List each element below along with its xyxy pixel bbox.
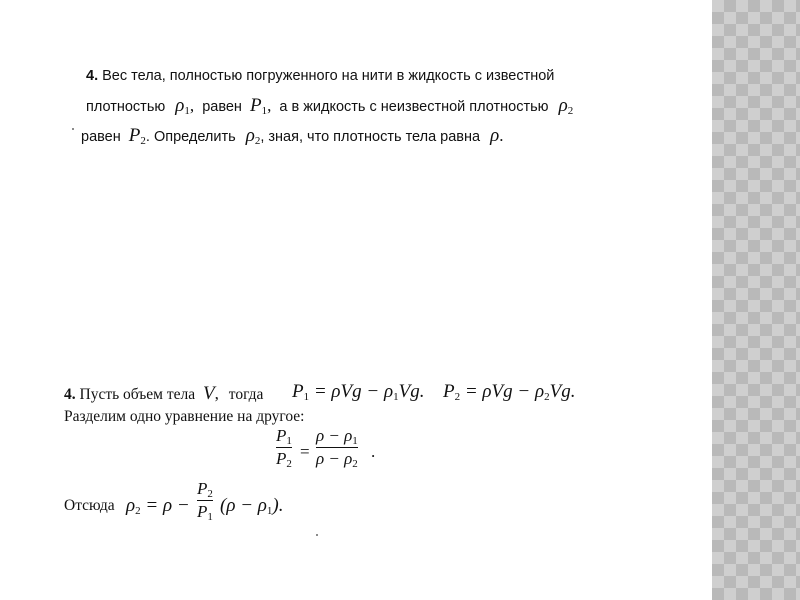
period: . — [499, 126, 504, 145]
rho-symbol: $\rho_1$ — [175, 95, 190, 117]
scan-dot — [72, 128, 74, 130]
problem-line-3 — [81, 125, 504, 147]
problem-number: 4. — [86, 68, 99, 84]
problem-text-1: Вес тела, полностью погруженного на нити в жидкость с известной — [102, 68, 555, 84]
period: . — [371, 442, 376, 461]
problem-line-2 — [86, 95, 573, 117]
solution-number: 4. — [64, 386, 76, 403]
solution-line-1 — [64, 383, 263, 405]
problem-text-3c: , зная, что плотность тела равна — [260, 129, 481, 145]
problem-text-3a: равен — [81, 129, 121, 145]
problem-text-2a: плотностью — [86, 99, 166, 115]
final-paren: $(\rho - \rho_1)$. — [220, 495, 284, 517]
fraction-p1-p2: $P_1$ $P_2$ — [276, 426, 292, 470]
v-symbol: V — [203, 383, 215, 404]
equation-2: $P_2 = \rho Vg - \rho_2Vg$. — [443, 381, 576, 403]
comma: , — [189, 96, 195, 115]
p-symbol: $P_1$ — [249, 95, 268, 117]
scan-dot — [316, 534, 318, 536]
final-lhs: $\rho_2 = \rho$ − — [126, 495, 190, 517]
p-symbol: $P_2$ — [128, 125, 146, 147]
problem-line-1 — [86, 68, 554, 84]
comma: , — [267, 96, 272, 115]
decorative-pattern-strip — [712, 0, 800, 600]
rho-symbol: ρ — [490, 125, 500, 146]
hence-label: Отсюда — [64, 497, 115, 514]
problem-text-2c: а в жидкость с неизвестной плотностью — [279, 99, 549, 115]
fraction-rho: $\rho - \rho_1$ $\rho - \rho_2$ — [316, 426, 358, 470]
final-fraction: $P_2$ $P_1$ — [197, 479, 213, 523]
solution-then: тогда — [228, 386, 264, 403]
solution-line-2: Разделим одно уравнение на другое: — [64, 408, 305, 425]
comma: , — [214, 384, 219, 403]
rho-symbol: $\rho_2$ — [245, 125, 261, 147]
problem-text-3b: . Определить — [145, 129, 236, 145]
solution-intro: Пусть объем тела — [79, 386, 196, 403]
problem-text-2b: равен — [202, 99, 242, 115]
equation-1: $P_1 = \rho Vg - \rho_1Vg$. — [292, 381, 425, 403]
equals-sign: = — [300, 442, 310, 461]
rho-symbol: $\rho_2$ — [558, 95, 574, 117]
